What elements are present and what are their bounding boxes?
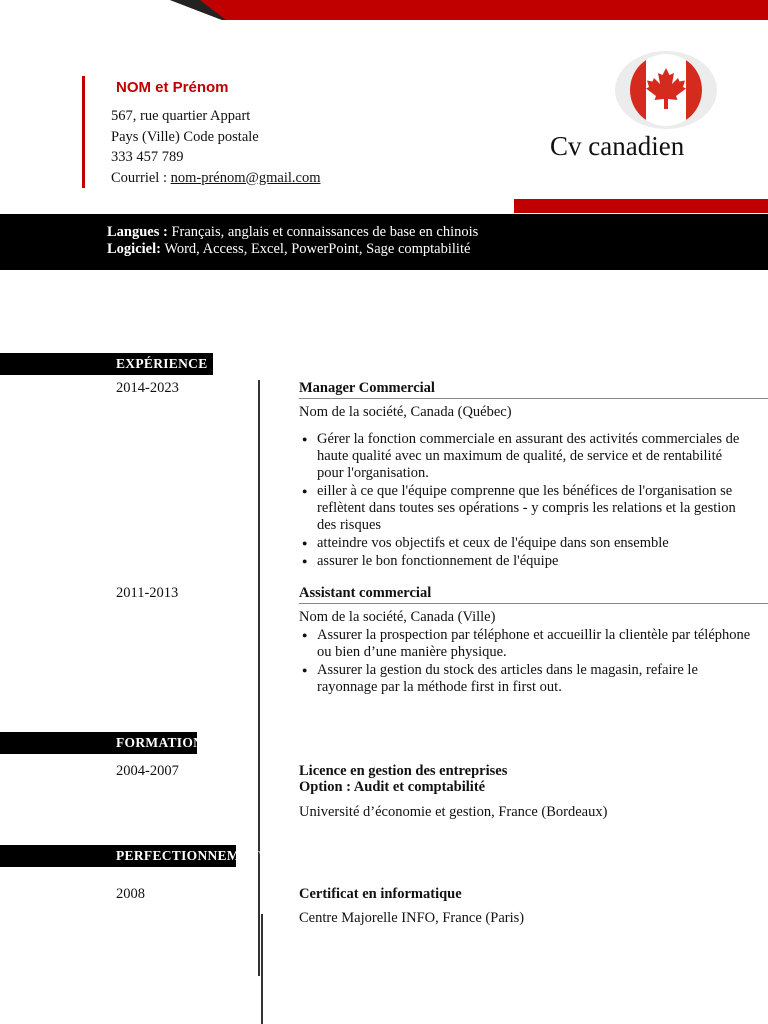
job-1-company: Nom de la société, Canada (Québec)	[299, 404, 512, 420]
job-2-rule	[299, 603, 768, 604]
job-2-company: Nom de la société, Canada (Ville)	[299, 609, 496, 625]
job-1-duties	[299, 431, 751, 571]
languages-value: Français, anglais et connaissances de base en chinois	[167, 224, 479, 240]
training-center: Centre Majorelle INFO, France (Paris)	[299, 910, 525, 926]
skills-band	[0, 214, 768, 270]
email-link[interactable]: nom-prénom@gmail.com	[170, 169, 321, 186]
contact-block	[111, 106, 320, 188]
software-label: Logiciel:	[107, 241, 161, 257]
top-decorative-bar	[0, 0, 768, 20]
languages-label: Langues :	[107, 224, 168, 240]
education-heading: FORMATION	[0, 732, 197, 754]
list-item: ● Assurer la gestion du stock des articles dans le magasin, refaire le rayonnage par la méthode first in first out.	[299, 662, 751, 696]
red-accent-strip	[514, 199, 768, 213]
software-value: Word, Access, Excel, PowerPoint, Sage comptabilité	[160, 241, 471, 257]
experience-heading: EXPÉRIENCE	[0, 353, 213, 375]
software-line	[107, 241, 470, 258]
list-item: ● assurer le bon fonctionnement de l'équipe	[299, 553, 751, 570]
list-item: ● atteindre vos objectifs et ceux de l'équipe dans son ensemble	[299, 535, 751, 552]
training-heading: PERFECTIONNEMENT	[0, 845, 236, 867]
job-1-years: 2014-2023	[116, 380, 179, 396]
timeline-rule	[258, 380, 260, 976]
list-item: ● Assurer la prospection par téléphone et accueillir la clientèle par téléphone ou bien d’une manière physique.	[299, 627, 751, 661]
job-1-title: Manager Commercial	[299, 380, 435, 396]
job-2-duties	[299, 627, 751, 697]
job-2-years: 2011-2013	[116, 585, 179, 601]
education-option: Option : Audit et comptabilité	[299, 779, 486, 795]
education-years: 2004-2007	[116, 763, 179, 779]
training-years: 2008	[116, 886, 145, 902]
email-line	[111, 168, 320, 189]
job-1-rule	[299, 398, 768, 399]
name-accent-rule	[82, 76, 85, 188]
city-line: Pays (Ville) Code postale	[111, 128, 259, 145]
timeline-rule-lower	[261, 914, 263, 1024]
cv-title: Cv canadien	[550, 131, 685, 161]
phone-line: 333 457 789	[111, 149, 184, 165]
email-label: Courriel :	[111, 169, 171, 186]
candidate-name: NOM et Prénom	[116, 79, 229, 96]
list-item: ● Gérer la fonction commerciale en assurant des activités commerciales de haute qualité avec un maximum de qualité, de service et de rentabilité pour l'organisation.	[299, 431, 751, 482]
canada-flag-icon	[614, 50, 718, 130]
address-line: 567, rue quartier Appart	[111, 108, 251, 124]
list-item: ● eiller à ce que l'équipe comprenne que les bénéfices de l'organisation se reflètent dans toutes ses opérations - y compris les relations et la gestion des risques	[299, 483, 751, 534]
education-school: Université d’économie et gestion, France (Bordeaux)	[299, 804, 608, 820]
languages-line	[107, 224, 478, 241]
training-certificate: Certificat en informatique	[299, 886, 462, 902]
job-2-title: Assistant commercial	[299, 585, 432, 601]
education-degree: Licence en gestion des entreprises	[299, 763, 508, 779]
